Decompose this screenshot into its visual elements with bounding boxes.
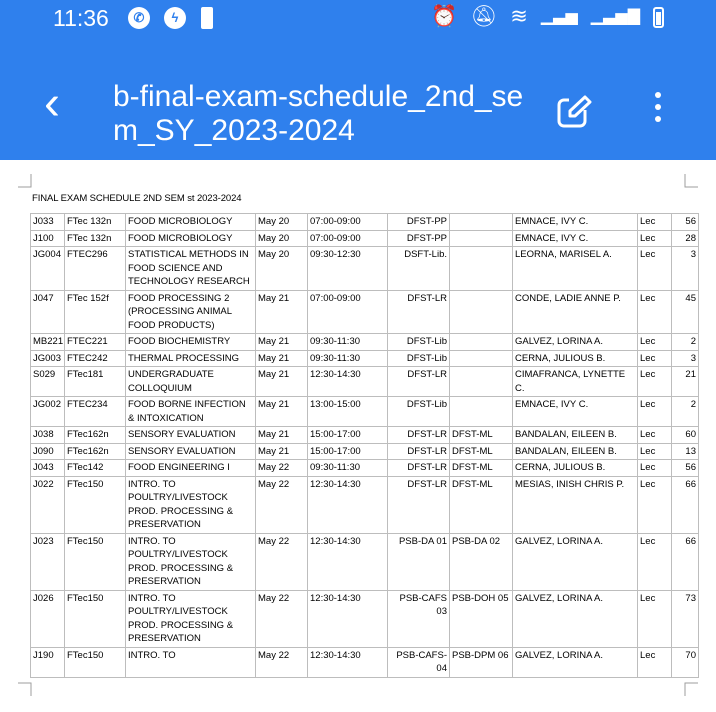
cell-date: May 22: [256, 476, 308, 533]
cell-type: Lec: [638, 334, 672, 351]
cell-date: May 22: [256, 460, 308, 477]
cell-teacher: EMNACE, IVY C.: [513, 214, 638, 231]
cell-code: FTec150: [65, 476, 126, 533]
cell-venue1: PSB-CAFS 03: [388, 590, 450, 647]
cell-sec: JG002: [31, 397, 65, 427]
cell-date: May 20: [256, 214, 308, 231]
cell-sec: J190: [31, 647, 65, 677]
document-page: [0, 160, 716, 712]
cell-type: Lec: [638, 460, 672, 477]
cell-count: 56: [672, 214, 699, 231]
table-row: [31, 334, 699, 351]
status-icons: [431, 4, 664, 30]
messenger-icon: ϟ: [164, 7, 186, 29]
cell-code: FTec150: [65, 590, 126, 647]
cell-venue1: DFST-LR: [388, 290, 450, 334]
cell-date: May 21: [256, 290, 308, 334]
table-row: [31, 647, 699, 677]
notification-alert-icon: [201, 7, 213, 29]
exam-schedule-table: [30, 213, 699, 678]
cell-count: 73: [672, 590, 699, 647]
cell-count: 3: [672, 350, 699, 367]
cell-type: Lec: [638, 214, 672, 231]
cell-type: Lec: [638, 247, 672, 291]
cell-code: FTEC242: [65, 350, 126, 367]
battery-icon: [653, 7, 664, 28]
cell-title: INTRO. TO: [126, 647, 256, 677]
cell-type: Lec: [638, 427, 672, 444]
cell-time: 12:30-14:30: [308, 367, 388, 397]
cell-time: 09:30-11:30: [308, 334, 388, 351]
cell-teacher: LEORNA, MARISEL A.: [513, 247, 638, 291]
cell-venue1: DFST-Lib: [388, 397, 450, 427]
cell-code: FTec181: [65, 367, 126, 397]
cell-count: 2: [672, 397, 699, 427]
cell-code: FTEC234: [65, 397, 126, 427]
cell-time: 15:00-17:00: [308, 427, 388, 444]
cell-count: 13: [672, 443, 699, 460]
page-corner-mark: [18, 174, 32, 188]
cell-date: May 21: [256, 427, 308, 444]
cell-teacher: MESIAS, INISH CHRIS P.: [513, 476, 638, 533]
cell-teacher: GALVEZ, LORINA A.: [513, 334, 638, 351]
cell-title: INTRO. TO POULTRY/LIVESTOCK PROD. PROCESSING & PRESERVATION: [126, 476, 256, 533]
page-corner-mark: [684, 682, 698, 696]
cell-venue1: DFST-LR: [388, 443, 450, 460]
cell-type: Lec: [638, 367, 672, 397]
table-row: [31, 476, 699, 533]
cell-title: INTRO. TO POULTRY/LIVESTOCK PROD. PROCESSING & PRESERVATION: [126, 590, 256, 647]
whatsapp-icon: ✆: [128, 7, 150, 29]
page-corner-mark: [18, 682, 32, 696]
cell-code: FTec150: [65, 533, 126, 590]
cell-teacher: CONDE, LADIE ANNE P.: [513, 290, 638, 334]
cell-time: 13:00-15:00: [308, 397, 388, 427]
cell-venue1: PSB-CAFS-04: [388, 647, 450, 677]
cell-time: 12:30-14:30: [308, 647, 388, 677]
cell-date: May 21: [256, 397, 308, 427]
cell-venue1: DFST-LR: [388, 460, 450, 477]
cell-sec: J022: [31, 476, 65, 533]
cell-venue2: [450, 290, 513, 334]
cell-venue2: [450, 350, 513, 367]
cell-title: UNDERGRADUATE COLLOQUIUM: [126, 367, 256, 397]
signal-1-icon: ▁▃▅: [540, 8, 578, 25]
table-row: [31, 460, 699, 477]
cell-title: SENSORY EVALUATION: [126, 427, 256, 444]
cell-venue1: DFST-LR: [388, 427, 450, 444]
table-row: [31, 214, 699, 231]
cell-title: FOOD MICROBIOLOGY: [126, 214, 256, 231]
cell-venue2: PSB-DPM 06: [450, 647, 513, 677]
cell-sec: J038: [31, 427, 65, 444]
cell-date: May 21: [256, 443, 308, 460]
cell-venue1: DFST-PP: [388, 214, 450, 231]
cell-code: FTEC296: [65, 247, 126, 291]
cell-count: 66: [672, 476, 699, 533]
schedule-body: [31, 214, 699, 678]
cell-time: 09:30-12:30: [308, 247, 388, 291]
cell-title: SENSORY EVALUATION: [126, 443, 256, 460]
cell-venue2: [450, 397, 513, 427]
cell-type: Lec: [638, 397, 672, 427]
cell-count: 70: [672, 647, 699, 677]
cell-code: FTec150: [65, 647, 126, 677]
cell-venue2: [450, 230, 513, 247]
cell-type: Lec: [638, 533, 672, 590]
cell-sec: MB221: [31, 334, 65, 351]
table-row: [31, 290, 699, 334]
cell-teacher: GALVEZ, LORINA A.: [513, 647, 638, 677]
cell-sec: J090: [31, 443, 65, 460]
cell-venue1: DFST-Lib: [388, 350, 450, 367]
cell-sec: JG003: [31, 350, 65, 367]
cell-venue2: DFST-ML: [450, 427, 513, 444]
cell-count: 3: [672, 247, 699, 291]
cell-sec: S029: [31, 367, 65, 397]
table-row: [31, 590, 699, 647]
cell-time: 07:00-09:00: [308, 214, 388, 231]
cell-count: 56: [672, 460, 699, 477]
table-row: [31, 533, 699, 590]
cell-venue2: [450, 334, 513, 351]
cell-date: May 20: [256, 247, 308, 291]
cell-venue2: [450, 214, 513, 231]
cell-sec: J023: [31, 533, 65, 590]
cell-title: INTRO. TO POULTRY/LIVESTOCK PROD. PROCESSING & PRESERVATION: [126, 533, 256, 590]
cell-time: 07:00-09:00: [308, 230, 388, 247]
cell-title: FOOD BORNE INFECTION & INTOXICATION: [126, 397, 256, 427]
cell-sec: J100: [31, 230, 65, 247]
wifi-icon: ≋: [510, 5, 528, 28]
table-row: [31, 247, 699, 291]
cell-teacher: GALVEZ, LORINA A.: [513, 590, 638, 647]
cell-venue2: [450, 247, 513, 291]
cell-date: May 21: [256, 367, 308, 397]
cell-date: May 22: [256, 647, 308, 677]
cell-sec: J026: [31, 590, 65, 647]
cell-sec: J043: [31, 460, 65, 477]
cell-date: May 22: [256, 533, 308, 590]
cell-title: STATISTICAL METHODS IN FOOD SCIENCE AND TECHNOLOGY RESEARCH: [126, 247, 256, 291]
cell-teacher: CIMAFRANCA, LYNETTE C.: [513, 367, 638, 397]
cell-venue2: DFST-ML: [450, 460, 513, 477]
cell-count: 2: [672, 334, 699, 351]
cell-count: 60: [672, 427, 699, 444]
more-options-icon[interactable]: [646, 92, 670, 132]
cell-teacher: CERNA, JULIOUS B.: [513, 460, 638, 477]
cell-time: 07:00-09:00: [308, 290, 388, 334]
cell-sec: J033: [31, 214, 65, 231]
cell-title: FOOD PROCESSING 2 (PROCESSING ANIMAL FOOD PRODUCTS): [126, 290, 256, 334]
app-bar: [0, 0, 716, 160]
cell-teacher: BANDALAN, EILEEN B.: [513, 443, 638, 460]
cell-title: FOOD ENGINEERING I: [126, 460, 256, 477]
cell-type: Lec: [638, 590, 672, 647]
cell-code: FTec142: [65, 460, 126, 477]
cell-title: FOOD MICROBIOLOGY: [126, 230, 256, 247]
cell-count: 66: [672, 533, 699, 590]
cell-time: 15:00-17:00: [308, 443, 388, 460]
cell-code: FTec162n: [65, 427, 126, 444]
cell-title: THERMAL PROCESSING: [126, 350, 256, 367]
cell-code: FTec 152f: [65, 290, 126, 334]
cell-venue1: PSB-DA 01: [388, 533, 450, 590]
page-corner-mark: [684, 174, 698, 188]
edit-icon[interactable]: [556, 94, 592, 130]
cell-sec: JG004: [31, 247, 65, 291]
cell-title: FOOD BIOCHEMISTRY: [126, 334, 256, 351]
cell-venue1: DSFT-Lib.: [388, 247, 450, 291]
cell-venue1: DFST-LR: [388, 367, 450, 397]
cell-count: 28: [672, 230, 699, 247]
cell-date: May 21: [256, 334, 308, 351]
cell-venue2: DFST-ML: [450, 476, 513, 533]
cell-venue2: PSB-DA 02: [450, 533, 513, 590]
table-row: [31, 230, 699, 247]
cell-venue1: DFST-Lib: [388, 334, 450, 351]
cell-venue1: DFST-LR: [388, 476, 450, 533]
cell-venue2: DFST-ML: [450, 443, 513, 460]
cell-type: Lec: [638, 230, 672, 247]
table-row: [31, 397, 699, 427]
table-row: [31, 443, 699, 460]
cell-sec: J047: [31, 290, 65, 334]
cell-type: Lec: [638, 476, 672, 533]
back-arrow-icon[interactable]: ‹: [44, 77, 60, 130]
schedule-heading: FINAL EXAM SCHEDULE 2ND SEM st 2023-2024: [32, 193, 242, 204]
cell-code: FTec162n: [65, 443, 126, 460]
alarm-icon: ⏰: [431, 5, 458, 28]
table-row: [31, 367, 699, 397]
cell-type: Lec: [638, 647, 672, 677]
cell-code: FTec 132n: [65, 230, 126, 247]
status-time: 11:36: [53, 5, 109, 31]
cell-teacher: EMNACE, IVY C.: [513, 397, 638, 427]
table-row: [31, 350, 699, 367]
cell-time: 12:30-14:30: [308, 590, 388, 647]
cell-type: Lec: [638, 350, 672, 367]
cell-teacher: BANDALAN, EILEEN B.: [513, 427, 638, 444]
cell-time: 12:30-14:30: [308, 476, 388, 533]
cell-teacher: GALVEZ, LORINA A.: [513, 533, 638, 590]
table-row: [31, 427, 699, 444]
signal-2-icon: ▁▃▅▇: [590, 8, 640, 25]
cell-type: Lec: [638, 290, 672, 334]
cell-date: May 20: [256, 230, 308, 247]
cell-venue2: PSB-DOH 05: [450, 590, 513, 647]
cell-code: FTec 132n: [65, 214, 126, 231]
cell-code: FTEC221: [65, 334, 126, 351]
cell-time: 12:30-14:30: [308, 533, 388, 590]
mute-icon: 🔕︎: [470, 5, 498, 28]
cell-teacher: CERNA, JULIOUS B.: [513, 350, 638, 367]
cell-count: 45: [672, 290, 699, 334]
cell-teacher: EMNACE, IVY C.: [513, 230, 638, 247]
cell-date: May 21: [256, 350, 308, 367]
cell-time: 09:30-11:30: [308, 460, 388, 477]
cell-venue1: DFST-PP: [388, 230, 450, 247]
cell-venue2: [450, 367, 513, 397]
cell-type: Lec: [638, 443, 672, 460]
cell-date: May 22: [256, 590, 308, 647]
cell-count: 21: [672, 367, 699, 397]
cell-time: 09:30-11:30: [308, 350, 388, 367]
document-title: b-final-exam-schedule_2nd_sem_SY_2023-2024: [113, 80, 524, 147]
